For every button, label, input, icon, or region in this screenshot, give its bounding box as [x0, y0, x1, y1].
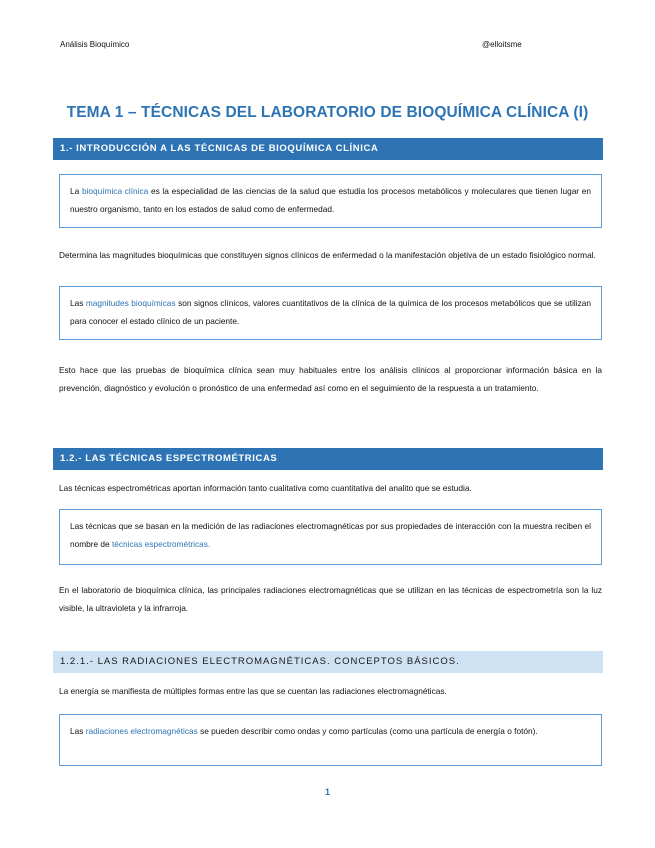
box-text: se pueden describir como ondas y como partículas (como una partícula de energía o fotón).: [197, 726, 538, 736]
paragraph-espectrometricas-intro: Las técnicas espectrométricas aportan información tanto cualitativa como cuantitativa del analito que se estudia.: [59, 483, 472, 493]
header-subject: Análisis Bioquímico: [60, 40, 130, 49]
paragraph-magnitudes-intro: Determina las magnitudes bioquímicas que constituyen signos clínicos de enfermedad o la manifestación objetiva de un estado fisiológico normal.: [59, 250, 596, 260]
header-author: @elloitsme: [482, 40, 522, 49]
box-text: Las: [70, 726, 86, 736]
document-title: TEMA 1 – TÉCNICAS DEL LABORATORIO DE BIOQUÍMICA CLÍNICA (I): [66, 104, 589, 121]
highlighted-term: bioquímica clínica: [81, 186, 149, 196]
section-heading-introduccion: 1.- INTRODUCCIÓN A LAS TÉCNICAS DE BIOQUÍMICA CLÍNICA: [53, 138, 603, 160]
box-text: La: [70, 186, 82, 196]
box-text: es la especialidad de las ciencias de la salud que estudia los procesos metabólicos y moleculares que tienen lugar en nuestro organismo, tanto en los estados de salud como de enfermedad.: [70, 186, 591, 214]
box-text: son signos clínicos, valores cuantitativos de la clínica de la química de los procesos metabólicos que se utilizan para conocer el estado clínico de un paciente.: [70, 298, 591, 326]
paragraph-energia: La energía se manifiesta de múltiples formas entre las que se cuentan las radiaciones electromagnéticas.: [59, 686, 447, 696]
definition-box-tecnicas-espectrometricas: [59, 509, 602, 565]
page-header: [60, 40, 595, 54]
highlighted-term: magnitudes bioquímicas: [85, 298, 176, 308]
box-text: Las técnicas que se basan en la medición de las radiaciones electromagnéticas por sus propiedades de interacción con la muestra reciben el nombre de: [70, 521, 591, 549]
definition-box-bioquimica: [59, 174, 602, 228]
highlighted-term: radiaciones electromagnéticas: [85, 726, 198, 736]
highlighted-term: técnicas espectrométricas.: [111, 538, 211, 549]
section-heading-espectrometricas: 1.2.- LAS TÉCNICAS ESPECTROMÉTRICAS: [53, 448, 603, 470]
paragraph-pruebas-bioquimica: Esto hace que las pruebas de bioquímica clínica sean muy habituales entre los análisis clínicos al proporcionar información básica en la prevención, diagnóstico y evolución o pronóstico de una enfermedad así como en el seguimiento de la respuesta a un tratamiento.: [59, 365, 602, 393]
definition-box-radiaciones: [59, 714, 602, 766]
subsection-heading-radiaciones: 1.2.1.- LAS RADIACIONES ELECTROMAGNÉTICAS. CONCEPTOS BÁSICOS.: [53, 651, 603, 673]
page-number: 1: [324, 787, 330, 797]
box-text: Las: [70, 298, 86, 308]
definition-box-magnitudes: [59, 286, 602, 340]
paragraph-radiaciones-laboratorio: En el laboratorio de bioquímica clínica, las principales radiaciones electromagnéticas que se utilizan en las técnicas de espectrometría son la luz visible, la ultravioleta y la infrarroja.: [59, 585, 602, 613]
